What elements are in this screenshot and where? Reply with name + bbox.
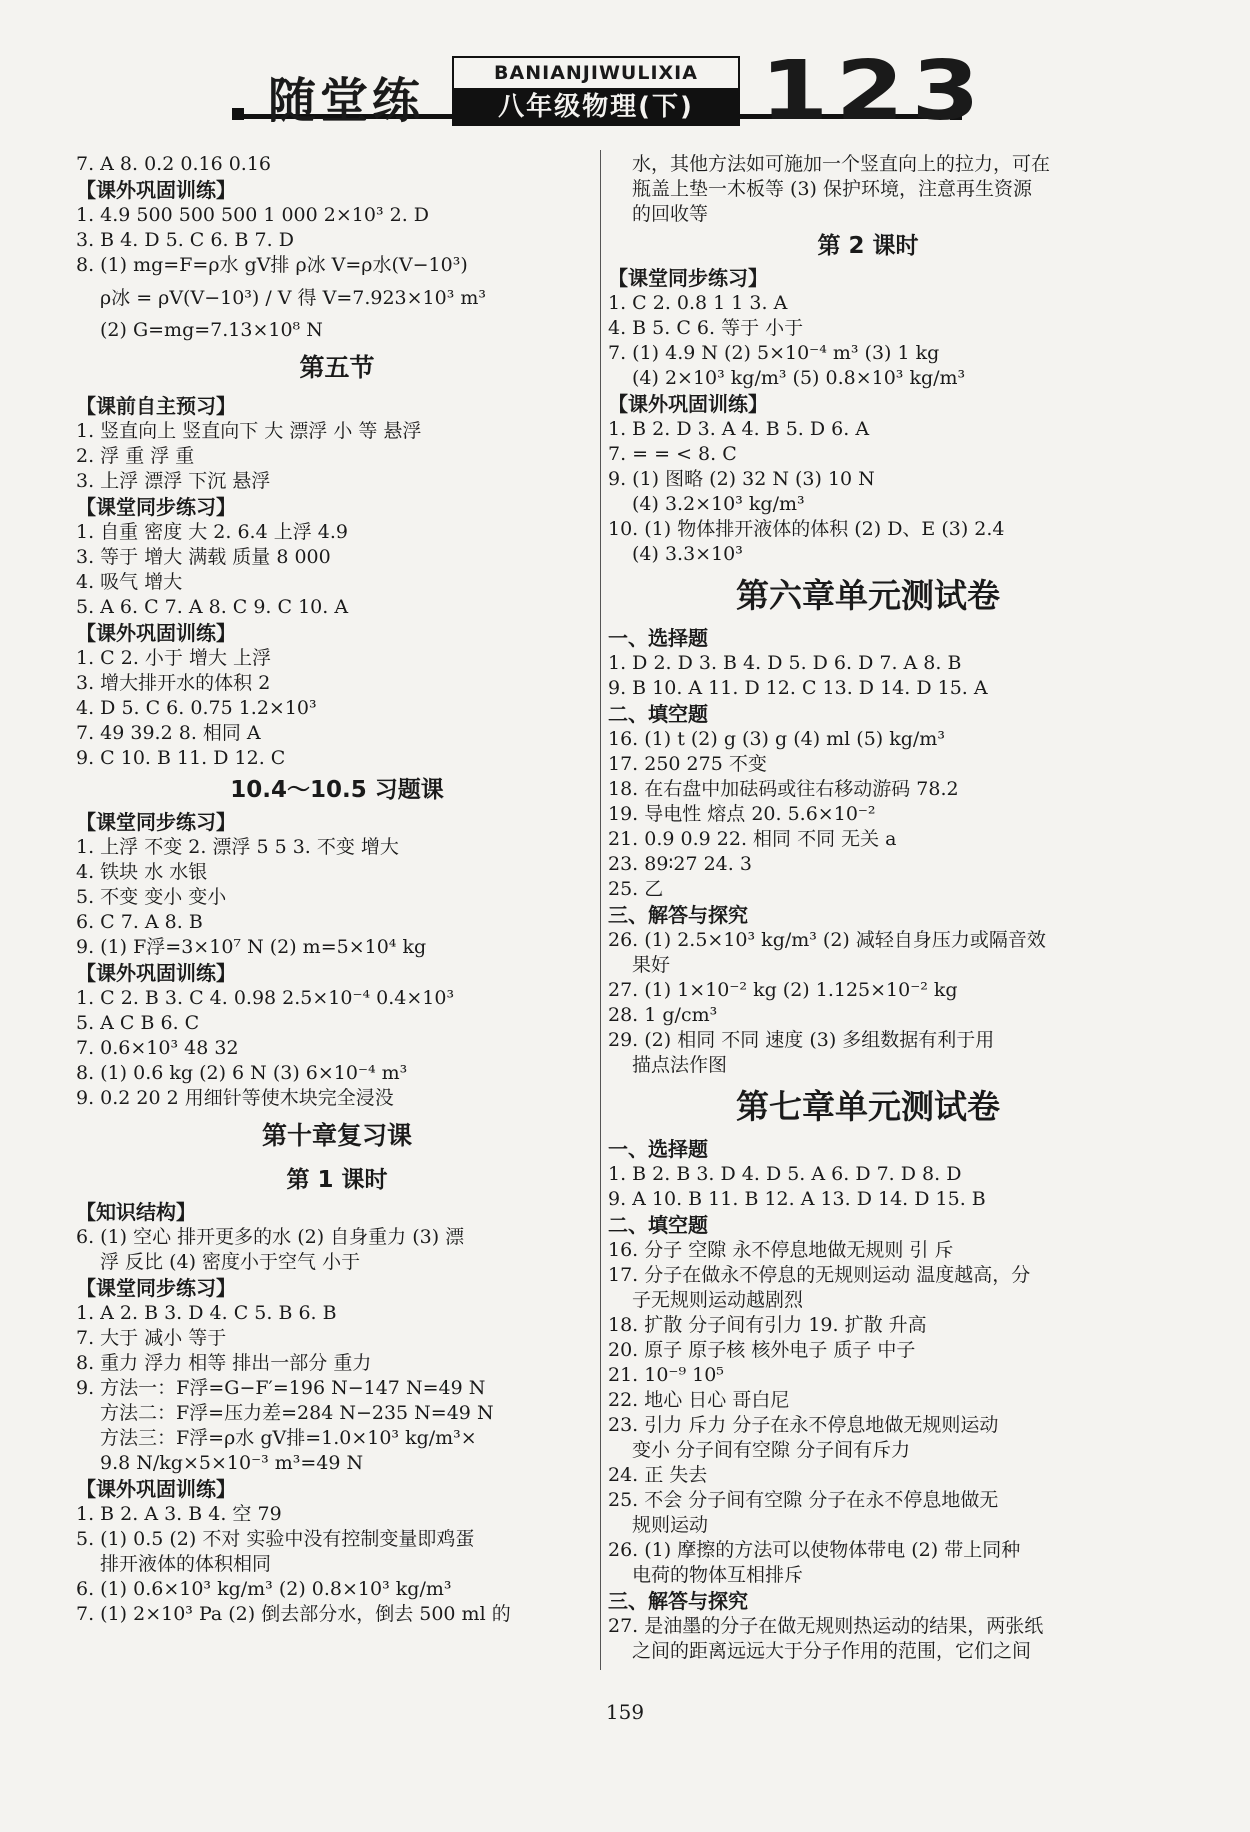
- answer-line: 1. C 2. 0.8 1 1 3. A: [608, 292, 788, 314]
- lesson-title: 第 2 课时: [817, 233, 919, 259]
- answer-line: 4. D 5. C 6. 0.75 1.2×10³: [76, 697, 317, 719]
- answer-line: 5. 不变 变小 变小: [76, 886, 227, 908]
- lesson-title: 10.4～10.5 习题课: [230, 777, 444, 803]
- answer-line: 26. (1) 摩擦的方法可以使物体带电 (2) 带上同种: [608, 1539, 1021, 1561]
- answer-line: 29. (2) 相同 不同 速度 (3) 多组数据有利于用: [608, 1029, 995, 1051]
- answer-line: 5. A C B 6. C: [76, 1012, 200, 1034]
- section-heading: 一、选择题: [608, 626, 708, 650]
- subject-pinyin: BANIANJIWULIXIA: [454, 58, 738, 90]
- answer-line: 1. C 2. B 3. C 4. 0.98 2.5×10⁻⁴ 0.4×10³: [76, 987, 455, 1009]
- answer-line: 7. 大于 减小 等于: [76, 1327, 227, 1349]
- section-heading: 三、解答与探究: [608, 1589, 748, 1613]
- answer-line-continued: (4) 3.2×10³ kg/m³: [632, 493, 805, 515]
- answer-line: 7. (1) 2×10³ Pa (2) 倒去部分水，倒去 500 ml 的: [76, 1603, 511, 1625]
- answer-line: 27. 是油墨的分子在做无规则热运动的结果，两张纸: [608, 1615, 1044, 1637]
- answer-line: 6. (1) 空心 排开更多的水 (2) 自身重力 (3) 漂: [76, 1226, 465, 1248]
- answer-line: 9. B 10. A 11. D 12. C 13. D 14. D 15. A: [608, 677, 988, 699]
- section-heading: 【课外巩固训练】: [76, 961, 236, 985]
- test-title: 第六章单元测试卷: [736, 576, 1000, 615]
- answer-line-continued: 9.8 N/kg×5×10⁻³ m³=49 N: [100, 1452, 364, 1474]
- subject-box: [452, 56, 740, 126]
- answer-line: 28. 1 g/cm³: [608, 1004, 718, 1026]
- answer-line-continued: 方法三：F浮=ρ水 gV排=1.0×10³ kg/m³×: [100, 1427, 477, 1449]
- answer-line: 9. 0.2 20 2 用细针等使木块完全浸没: [76, 1087, 394, 1109]
- answer-line: 20. 原子 原子核 核外电子 质子 中子: [608, 1339, 916, 1361]
- answer-line-continued: 瓶盖上垫一木板等 (3) 保护环境，注意再生资源: [632, 178, 1032, 200]
- formula-line: ρ冰 = ρV(V−10³) / V 得 V=7.923×10³ m³: [100, 287, 487, 309]
- answer-line: 1. A 2. B 3. D 4. C 5. B 6. B: [76, 1302, 337, 1324]
- section-heading: 【知识结构】: [76, 1200, 196, 1224]
- answer-line: 9. C 10. B 11. D 12. C: [76, 747, 286, 769]
- answer-line: 7. A 8. 0.2 0.16 0.16: [76, 153, 272, 175]
- answer-line: 21. 0.9 0.9 22. 相同 不同 无关 a: [608, 828, 897, 850]
- section-heading: 二、填空题: [608, 1213, 708, 1237]
- answer-line: 6. C 7. A 8. B: [76, 911, 203, 933]
- answer-line: 16. (1) t (2) g (3) g (4) ml (5) kg/m³: [608, 728, 945, 750]
- header-dot-left: [232, 108, 244, 120]
- answer-line: 8. 重力 浮力 相等 排出一部分 重力: [76, 1352, 372, 1374]
- answer-line: 25. 乙: [608, 878, 664, 900]
- chapter-title: 第十章复习课: [261, 1121, 412, 1150]
- page-header: [0, 0, 1250, 140]
- answer-line-continued: 水，其他方法如可施加一个竖直向上的拉力，可在: [632, 153, 1051, 175]
- answer-line-continued: (2) G=mg=7.13×10⁸ N: [100, 319, 323, 341]
- column-divider: [600, 150, 601, 1670]
- section-heading: 【课堂同步练习】: [608, 266, 768, 290]
- section-heading: 【课外巩固训练】: [76, 621, 236, 645]
- answer-line-continued: 变小 分子间有空隙 分子间有斥力: [632, 1439, 911, 1461]
- section-heading: 【课前自主预习】: [76, 394, 236, 418]
- answer-line: 26. (1) 2.5×10³ kg/m³ (2) 减轻自身压力或隔音效: [608, 929, 1046, 951]
- answer-line: 8. (1) mg=F=ρ水 gV排 ρ冰 V=ρ水(V−10³): [76, 254, 468, 276]
- answer-line: 27. (1) 1×10⁻² kg (2) 1.125×10⁻² kg: [608, 979, 958, 1001]
- section-heading: 【课外巩固训练】: [76, 178, 236, 202]
- answer-line-continued: (4) 2×10³ kg/m³ (5) 0.8×10³ kg/m³: [632, 367, 966, 389]
- answer-line: 9. (1) F浮=3×10⁷ N (2) m=5×10⁴ kg: [76, 936, 427, 958]
- answer-line: 7. 0.6×10³ 48 32: [76, 1037, 239, 1059]
- answer-line: 7. (1) 4.9 N (2) 5×10⁻⁴ m³ (3) 1 kg: [608, 342, 940, 364]
- answer-line: 24. 正 失去: [608, 1464, 708, 1486]
- answer-line: 7. = = < 8. C: [608, 443, 737, 465]
- answer-line: 3. 上浮 漂浮 下沉 悬浮: [76, 470, 271, 492]
- answer-line: 1. 上浮 不变 2. 漂浮 5 5 3. 不变 增大: [76, 836, 399, 858]
- answer-line: 4. 铁块 水 水银: [76, 861, 208, 883]
- page-number: 159: [605, 1700, 645, 1724]
- answer-line: 7. 49 39.2 8. 相同 A: [76, 722, 261, 744]
- answer-line: 23. 89∶27 24. 3: [608, 853, 752, 875]
- section-heading: 【课外巩固训练】: [608, 392, 768, 416]
- section-heading: 【课外巩固训练】: [76, 1477, 236, 1501]
- section-heading: 【课堂同步练习】: [76, 810, 236, 834]
- answer-line: 16. 分子 空隙 永不停息地做无规则 引 斥: [608, 1239, 954, 1261]
- answer-line: 5. (1) 0.5 (2) 不对 实验中没有控制变量即鸡蛋: [76, 1528, 475, 1550]
- answer-line: 1. 自重 密度 大 2. 6.4 上浮 4.9: [76, 521, 348, 543]
- section-heading: 二、填空题: [608, 702, 708, 726]
- answer-line: 3. B 4. D 5. C 6. B 7. D: [76, 229, 294, 251]
- subject-title: 八年级物理(下): [454, 90, 738, 124]
- lesson-title: 第 1 课时: [286, 1167, 388, 1193]
- section-heading: 【课堂同步练习】: [76, 495, 236, 519]
- chapter-title: 第五节: [299, 353, 375, 382]
- answer-line-continued: 描点法作图: [632, 1054, 728, 1076]
- brand-title: 随堂练: [268, 73, 425, 129]
- answer-line: 25. 不会 分子间有空隙 分子在永不停息地做无: [608, 1489, 999, 1511]
- answer-line-continued: 电荷的物体互相排斥: [632, 1564, 804, 1586]
- answer-line: 10. (1) 物体排开液体的体积 (2) D、E (3) 2.4: [608, 518, 1005, 540]
- answer-column-right: [608, 152, 1128, 1664]
- answer-line: 5. A 6. C 7. A 8. C 9. C 10. A: [76, 596, 349, 618]
- section-heading: 三、解答与探究: [608, 903, 748, 927]
- answer-line: 22. 地心 日心 哥白尼: [608, 1389, 790, 1411]
- section-heading: 一、选择题: [608, 1137, 708, 1161]
- answer-line-continued: 之间的距离远远大于分子作用的范围，它们之间: [632, 1640, 1032, 1662]
- answer-line: 8. (1) 0.6 kg (2) 6 N (3) 6×10⁻⁴ m³: [76, 1062, 408, 1084]
- answer-line: 1. C 2. 小于 增大 上浮: [76, 647, 271, 669]
- answer-line: 18. 在右盘中加砝码或往右移动游码 78.2: [608, 778, 959, 800]
- answer-line: 4. B 5. C 6. 等于 小于: [608, 317, 804, 339]
- answer-line: 23. 引力 斥力 分子在永不停息地做无规则运动: [608, 1414, 999, 1436]
- answer-line-continued: (4) 3.3×10³: [632, 543, 743, 565]
- answer-line: 1. B 2. A 3. B 4. 空 79: [76, 1503, 282, 1525]
- answer-line: 1. 竖直向上 竖直向下 大 漂浮 小 等 悬浮: [76, 420, 422, 442]
- answer-line: 9. A 10. B 11. B 12. A 13. D 14. D 15. B: [608, 1188, 986, 1210]
- answer-line: 1. D 2. D 3. B 4. D 5. D 6. D 7. A 8. B: [608, 652, 962, 674]
- answer-line-continued: 排开液体的体积相同: [100, 1553, 272, 1575]
- test-title: 第七章单元测试卷: [736, 1087, 1000, 1126]
- answer-line: 9. (1) 图略 (2) 32 N (3) 10 N: [608, 468, 875, 490]
- answer-line: 21. 10⁻⁹ 10⁵: [608, 1364, 724, 1386]
- answer-line: 17. 250 275 不变: [608, 753, 767, 775]
- answer-line: 1. B 2. B 3. D 4. D 5. A 6. D 7. D 8. D: [608, 1163, 962, 1185]
- answer-line-continued: 的回收等: [632, 203, 709, 225]
- answer-line: 3. 等于 增大 满载 质量 8 000: [76, 546, 331, 568]
- answer-line: 2. 浮 重 浮 重: [76, 445, 195, 467]
- answer-line: 4. 吸气 增大: [76, 571, 183, 593]
- answer-line-continued: 方法二：F浮=压力差=284 N−235 N=49 N: [100, 1402, 494, 1424]
- answer-line: 9. 方法一：F浮=G−F′=196 N−147 N=49 N: [76, 1377, 486, 1399]
- answer-line: 19. 导电性 熔点 20. 5.6×10⁻²: [608, 803, 876, 825]
- answer-line-continued: 规则运动: [632, 1514, 709, 1536]
- answer-line: 3. 增大排开水的体积 2: [76, 672, 271, 694]
- answer-line: 18. 扩散 分子间有引力 19. 扩散 升高: [608, 1314, 927, 1336]
- answer-line-continued: 浮 反比 (4) 密度小于空气 小于: [100, 1251, 361, 1273]
- answer-column-left: [76, 152, 598, 1627]
- series-number: 123: [760, 44, 988, 139]
- answer-line: 6. (1) 0.6×10³ kg/m³ (2) 0.8×10³ kg/m³: [76, 1578, 452, 1600]
- answer-line-continued: 子无规则运动越剧烈: [632, 1289, 804, 1311]
- answer-line: 1. 4.9 500 500 500 1 000 2×10³ 2. D: [76, 204, 430, 226]
- answer-line-continued: 果好: [632, 954, 671, 976]
- answer-line: 17. 分子在做永不停息的无规则运动 温度越高，分: [608, 1264, 1031, 1286]
- section-heading: 【课堂同步练习】: [76, 1276, 236, 1300]
- answer-line: 1. B 2. D 3. A 4. B 5. D 6. A: [608, 418, 870, 440]
